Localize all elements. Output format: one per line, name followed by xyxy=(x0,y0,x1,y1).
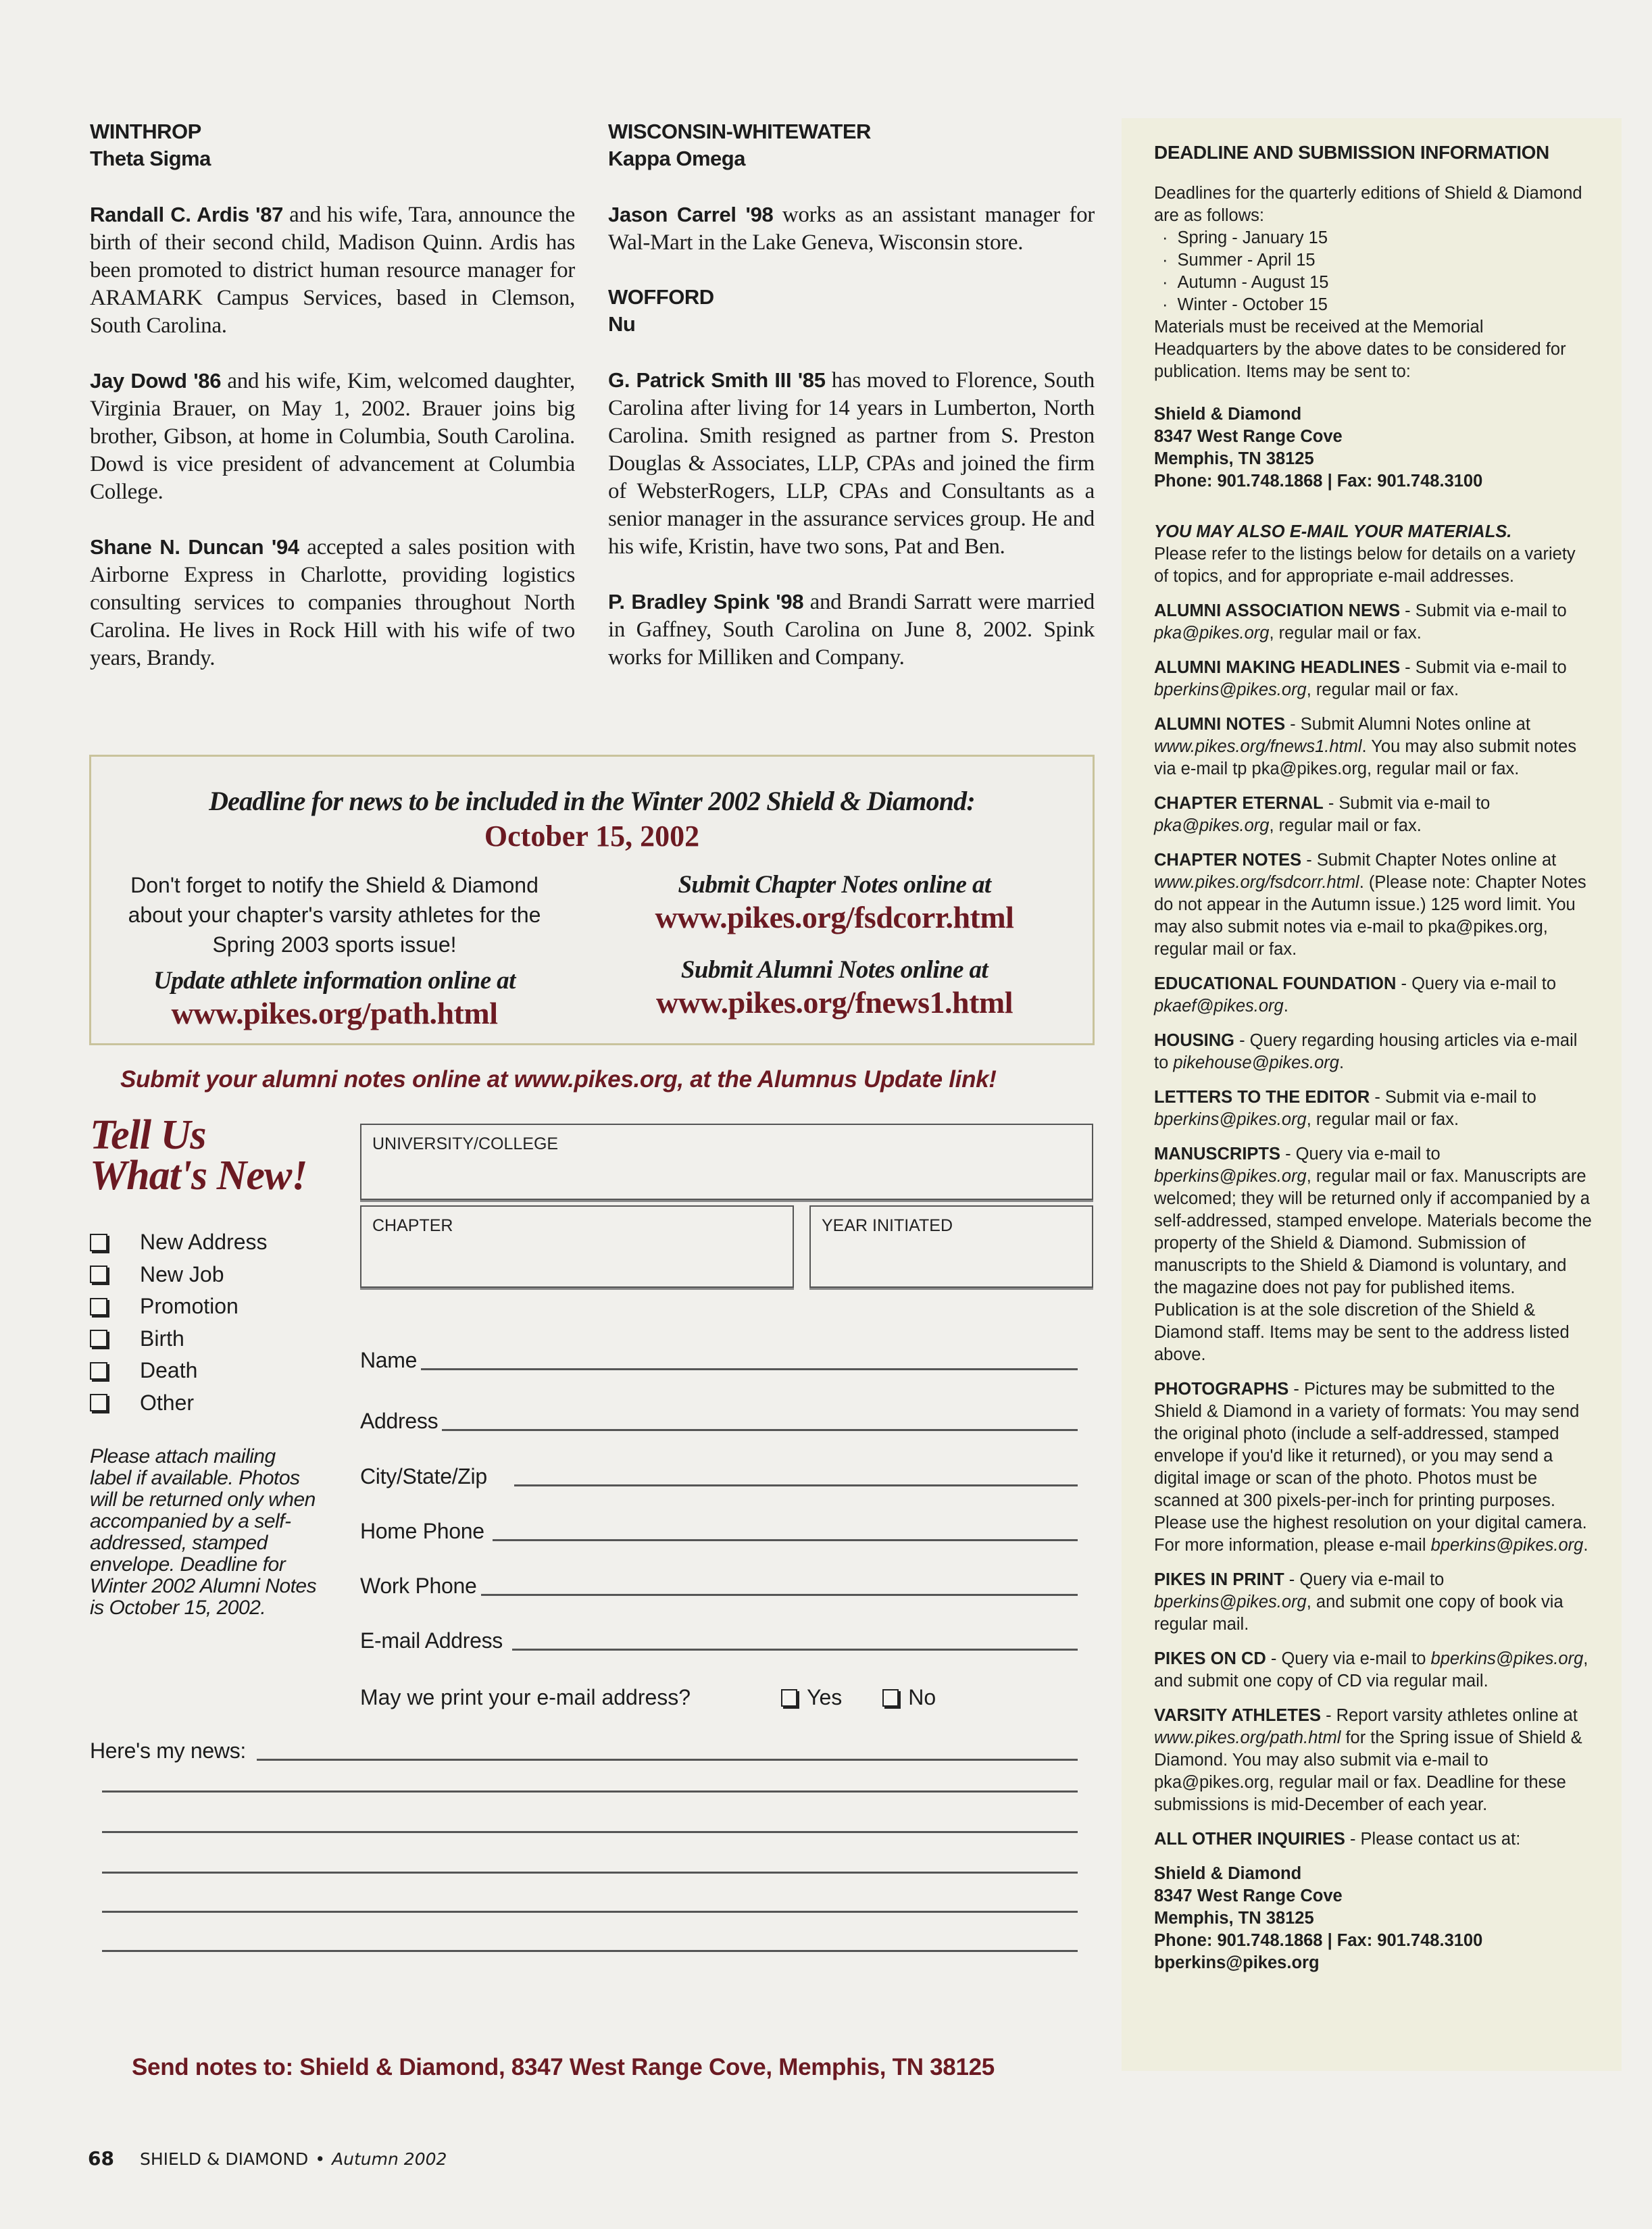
contact-email[interactable]: bperkins@pikes.org xyxy=(1154,1953,1320,1972)
news-type-checklist xyxy=(90,1226,268,1419)
alumni-name: P. Bradley Spink '98 xyxy=(608,590,804,613)
attach-label-note: Please attach mailing label if available. Photos will be returned only when accompanied by a self-addressed, stamped envelope. Deadline for Winter 2002 Alumni Notes is October 15, 2002. xyxy=(90,1445,317,1619)
alumni-note: Randall C. Ardis '87 and his wife, Tara, announce the birth of their second child, Madison Quinn. Ardis has been promoted to district human resource manager for ARAMARK Campus Services, based in Clemson, South Carolina. xyxy=(90,203,575,338)
email-link[interactable]: pikehouse@pikes.org xyxy=(1173,1053,1339,1072)
page-number: 68 xyxy=(88,2147,114,2170)
topic-chapter-notes: CHAPTER NOTES - Submit Chapter Notes online at www.pikes.org/fsdcorr.html. (Please note: Chapter Notes do not appear in the Autumn issue.) 125 word limit. You may also submit notes via e-mail to pka@pikes.org, regular mail or fax. xyxy=(1154,851,1586,959)
alumni-note: Jay Dowd '86 and his wife, Kim, welcomed daughter, Virginia Brauer, on May 1, 2002. Brauer joins big brother, Gibson, at home in Columbia, South Carolina. Dowd is vice president of advancement at Columbia College. xyxy=(90,369,575,504)
checkbox-birth[interactable]: Birth xyxy=(90,1323,268,1355)
topic-letters-to-editor: LETTERS TO THE EDITOR - Submit via e-mail to bperkins@pikes.org, regular mail or fax. xyxy=(1154,1088,1536,1129)
email-heading: YOU MAY ALSO E-MAIL YOUR MATERIALS. xyxy=(1154,522,1512,541)
address-field[interactable]: Address xyxy=(360,1409,1078,1434)
news-line[interactable] xyxy=(102,1790,1078,1793)
email-link[interactable]: bperkins@pikes.org xyxy=(1154,1167,1307,1186)
home-phone-input-line[interactable] xyxy=(493,1539,1078,1541)
work-phone-input-line[interactable] xyxy=(481,1594,1078,1596)
news-line[interactable] xyxy=(102,1831,1078,1833)
alumni-note: G. Patrick Smith III '85 has moved to Florence, South Carolina after living for 14 years in Lumberton, North Carolina. Smith resigned as partner from S. Preston Douglas & Associates, LLP, CPAs and joined the firm of WebsterRogers, LLP, CPAs and Consultants as a senior manager in the assurance services group. He and his wife, Kristin, have two sons, Pat and Ben. xyxy=(608,368,1095,559)
chapter-notes-link-label: Submit Chapter Notes online at xyxy=(678,871,991,899)
deadline-item: · Autumn - August 15 xyxy=(1177,272,1592,294)
print-email-question: May we print your e-mail address? Yes No xyxy=(360,1685,936,1709)
email-link[interactable]: pkaef@pikes.org xyxy=(1154,997,1284,1016)
send-notes-address: Send notes to: Shield & Diamond, 8347 West Range Cove, Memphis, TN 38125 xyxy=(132,2054,995,2080)
topic-alumni-notes: ALUMNI NOTES - Submit Alumni Notes online at www.pikes.org/fnews1.html. You may also submit notes via e-mail tp pka@pikes.org, regular mail or fax. xyxy=(1154,715,1577,778)
athlete-link-label: Update athlete information online at xyxy=(153,967,516,995)
checkbox-death[interactable]: Death xyxy=(90,1355,268,1387)
name-input-line[interactable] xyxy=(421,1368,1078,1370)
deadline-callout-box xyxy=(89,755,1095,1045)
checkbox-icon[interactable] xyxy=(90,1266,107,1283)
issue-name: Autumn 2002 xyxy=(332,2149,447,2169)
form-title: Tell Us What's New! xyxy=(90,1112,307,1199)
alumni-name: G. Patrick Smith III '85 xyxy=(608,368,826,392)
chapter-subheading: Theta Sigma xyxy=(90,147,211,170)
news-field[interactable]: Here's my news: xyxy=(90,1738,1078,1763)
checkbox-icon[interactable] xyxy=(90,1394,107,1411)
email-link[interactable]: pka@pikes.org xyxy=(1154,816,1270,835)
column-winthrop xyxy=(90,118,575,699)
email-intro: Please refer to the listings below for details on a variety of topics, and for appropriate e-mail addresses. xyxy=(1154,545,1576,586)
topic-varsity-athletes: VARSITY ATHLETES - Report varsity athletes online at www.pikes.org/path.html for the Spring issue of Shield & Diamond. You may also submit via e-mail to pka@pikes.org, regular mail or fax. Deadline for these submissions is mid-December of each year. xyxy=(1154,1706,1582,1814)
address-input-line[interactable] xyxy=(442,1429,1078,1431)
web-link[interactable]: www.pikes.org/fnews1.html xyxy=(1154,737,1362,756)
news-line[interactable] xyxy=(102,1872,1078,1874)
checkbox-icon[interactable] xyxy=(90,1234,107,1251)
alumni-notes-link-label: Submit Alumni Notes online at xyxy=(680,956,988,984)
topic-pikes-in-print: PIKES IN PRINT - Query via e-mail to bperkins@pikes.org, and submit one copy of book via regular mail. xyxy=(1154,1570,1563,1634)
chapter-heading: WOFFORD xyxy=(608,285,714,309)
checkbox-icon[interactable] xyxy=(90,1330,107,1347)
chapter-field[interactable]: CHAPTER xyxy=(360,1205,794,1288)
email-link[interactable]: bperkins@pikes.org xyxy=(1154,1593,1307,1611)
web-link[interactable]: www.pikes.org/path.html xyxy=(1154,1728,1341,1747)
print-email-yes[interactable]: Yes xyxy=(781,1685,842,1710)
chapter-heading: WISCONSIN-WHITEWATER xyxy=(608,120,871,143)
topic-pikes-on-cd: PIKES ON CD - Query via e-mail to bperkins@pikes.org, and submit one copy of CD via regular mail. xyxy=(1154,1649,1588,1690)
athlete-reminder-column xyxy=(98,870,571,1031)
online-submission-banner: Submit your alumni notes online at www.pikes.org, at the Alumnus Update link! xyxy=(120,1066,997,1093)
university-field[interactable]: UNIVERSITY/COLLEGE xyxy=(360,1124,1093,1200)
print-email-no[interactable]: No xyxy=(882,1685,936,1710)
email-input-line[interactable] xyxy=(512,1649,1078,1651)
checkbox-other[interactable]: Other xyxy=(90,1387,268,1420)
alumni-note: P. Bradley Spink '98 and Brandi Sarratt were married in Gaffney, South Carolina on June 8, 2002. Spink works for Milliken and Company. xyxy=(608,590,1095,670)
topic-alumni-association-news: ALUMNI ASSOCIATION NEWS - Submit via e-mail to pka@pikes.org, regular mail or fax. xyxy=(1154,601,1567,643)
email-link[interactable]: bperkins@pikes.org xyxy=(1430,1536,1584,1555)
city-state-zip-input-line[interactable] xyxy=(514,1484,1078,1486)
alumni-note: Shane N. Duncan '94 accepted a sales position with Airborne Express in Charlotte, providing logistics consulting services to companies throughout North Carolina. He lives in Rock Hill with his wife of two years, Brandy. xyxy=(90,535,575,670)
mailing-address: Shield & Diamond 8347 West Range Cove Memphis, TN 38125 Phone: 901.748.1868 | Fax: 901.748.3100 xyxy=(1154,405,1483,491)
page-footer xyxy=(88,2147,447,2170)
alumni-name: Jason Carrel '98 xyxy=(608,203,774,226)
news-line[interactable] xyxy=(102,1911,1078,1913)
topic-housing: HOUSING - Query regarding housing articles via e-mail to pikehouse@pikes.org. xyxy=(1154,1031,1578,1072)
topic-photographs: PHOTOGRAPHS - Pictures may be submitted to the Shield & Diamond in a variety of formats: You may send the original photo (include a self-addressed, stamped envelope if you'd like it returned), or you may send a digital image or scan of the photo. Photos must be scanned at 300 pixels-per-inch for printing purposes. Please use the highest resolution on your digital camera. For more information, please e-mail bperkins@pikes.org. xyxy=(1154,1380,1588,1555)
name-field[interactable]: Name xyxy=(360,1348,1078,1373)
checkbox-new-address[interactable]: New Address xyxy=(90,1226,268,1259)
topic-alumni-making-headlines: ALUMNI MAKING HEADLINES - Submit via e-mail to bperkins@pikes.org, regular mail or fax. xyxy=(1154,658,1567,699)
year-initiated-field[interactable]: YEAR INITIATED xyxy=(809,1205,1093,1288)
alumni-name: Jay Dowd '86 xyxy=(90,369,222,393)
alumni-name: Randall C. Ardis '87 xyxy=(90,203,284,226)
topic-all-other-inquiries: ALL OTHER INQUIRIES - Please contact us at: xyxy=(1154,1830,1521,1849)
email-link[interactable]: bperkins@pikes.org xyxy=(1154,680,1307,699)
checkbox-icon[interactable] xyxy=(882,1689,899,1707)
home-phone-field[interactable]: Home Phone xyxy=(360,1519,1078,1544)
checkbox-promotion[interactable]: Promotion xyxy=(90,1291,268,1323)
chapter-subheading: Kappa Omega xyxy=(608,147,745,170)
online-submission-column xyxy=(598,870,1071,1020)
contact-address: Shield & Diamond 8347 West Range Cove Memphis, TN 38125 Phone: 901.748.1868 | Fax: 901.748.3100 bperkins@pikes.org xyxy=(1154,1863,1592,1974)
email-link[interactable]: bperkins@pikes.org xyxy=(1430,1649,1584,1668)
deadline-date: October 15, 2002 xyxy=(484,820,700,853)
column-wisconsin-wofford xyxy=(608,118,1095,699)
publication-name: SHIELD & DIAMOND xyxy=(139,2149,309,2169)
email-field[interactable]: E-mail Address xyxy=(360,1628,1078,1653)
athlete-link[interactable]: www.pikes.org/path.html xyxy=(171,996,498,1030)
news-line[interactable] xyxy=(102,1950,1078,1952)
deadline-intro: Deadlines for the quarterly editions of Shield & Diamond are as follows: xyxy=(1154,184,1582,225)
alumni-note: Jason Carrel '98 works as an assistant manager for Wal-Mart in the Lake Geneva, Wisconsin store. xyxy=(608,203,1095,255)
checkbox-new-job[interactable]: New Job xyxy=(90,1259,268,1291)
topic-educational-foundation: EDUCATIONAL FOUNDATION - Query via e-mail to pkaef@pikes.org. xyxy=(1154,974,1557,1016)
topic-manuscripts: MANUSCRIPTS - Query via e-mail to bperkins@pikes.org, regular mail or fax. Manuscripts are welcomed; they will be returned only if accompanied by a self-addressed, stamped envelope. Materials become the property of the Shield & Diamond. Submission of manuscripts to the Shield & Diamond is voluntary, and the magazine does not pay for published items. Publication is at the sole discretion of the Shield & Diamond staff. Items may be sent to the address listed above. xyxy=(1154,1145,1592,1364)
submission-info-sidebar xyxy=(1122,118,1622,2071)
email-link[interactable]: pka@pikes.org xyxy=(1154,624,1270,643)
topic-chapter-eternal: CHAPTER ETERNAL - Submit via e-mail to pka@pikes.org, regular mail or fax. xyxy=(1154,794,1491,835)
deadline-headline: Deadline for news to be included in the Winter 2002 Shield & Diamond: xyxy=(209,786,975,816)
sidebar-title: DEADLINE AND SUBMISSION INFORMATION xyxy=(1154,142,1549,163)
chapter-notes-link[interactable]: www.pikes.org/fsdcorr.html xyxy=(655,900,1014,934)
athlete-reminder-text: Don't forget to notify the Shield & Diamond about your chapter's varsity athletes for the Spring 2003 sports issue! xyxy=(128,873,541,957)
deadline-item: · Spring - January 15 xyxy=(1177,227,1592,249)
city-state-zip-field[interactable]: City/State/Zip xyxy=(360,1464,1078,1489)
deadline-item: · Summer - April 15 xyxy=(1177,249,1592,272)
chapter-subheading: Nu xyxy=(608,312,636,336)
materials-note: Materials must be received at the Memorial Headquarters by the above dates to be considered for publication. Items may be sent to: xyxy=(1154,318,1566,381)
work-phone-field[interactable]: Work Phone xyxy=(360,1574,1078,1599)
alumni-notes-link[interactable]: www.pikes.org/fnews1.html xyxy=(655,985,1013,1020)
checkbox-icon[interactable] xyxy=(90,1298,107,1316)
email-link[interactable]: bperkins@pikes.org xyxy=(1154,1110,1307,1129)
alumni-name: Shane N. Duncan '94 xyxy=(90,535,299,559)
chapter-heading: WINTHROP xyxy=(90,120,201,143)
checkbox-icon[interactable] xyxy=(781,1689,797,1707)
deadline-item: · Winter - October 15 xyxy=(1177,294,1592,316)
news-input-line[interactable] xyxy=(257,1759,1078,1761)
checkbox-icon[interactable] xyxy=(90,1362,107,1380)
web-link[interactable]: www.pikes.org/fsdcorr.html xyxy=(1154,873,1359,892)
footer-separator: • xyxy=(315,2149,326,2169)
deadline-list xyxy=(1154,227,1592,316)
